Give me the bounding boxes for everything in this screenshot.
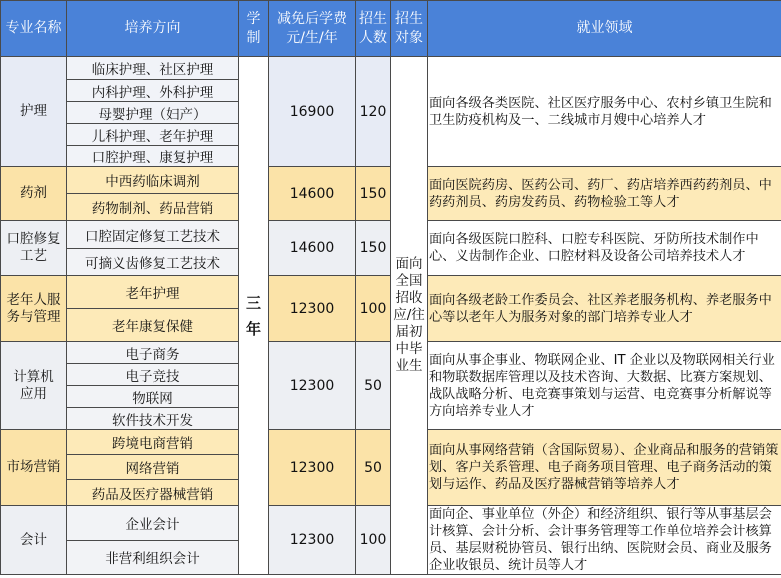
fee-value: 16900 [269,57,356,167]
direction-cell: 物联网 [67,386,239,408]
fee-value: 14600 [269,167,356,221]
target-value: 面向全国招收应/往届初中毕业生 [391,57,428,575]
direction-cell: 老年护理 [67,276,239,309]
duration-value: 三年 [239,57,269,575]
employment-text: 面向各级各类医院、社区医疗服务中心、农村乡镇卫生院和卫生防疫机构及一、二线城市月嫂中心培养人才 [428,57,781,167]
header-fee: 减免后学费元/生/年 [269,1,356,57]
direction-cell: 非营利组织会计 [67,540,239,575]
quota-value: 120 [356,57,391,167]
direction-cell: 可摘义齿修复工艺技术 [67,249,239,276]
fee-value: 14600 [269,221,356,276]
header-employment: 就业领域 [428,1,781,57]
major-name: 护理 [1,57,67,167]
fee-value: 12300 [269,342,356,430]
employment-text: 面向医院药房、医药公司、药厂、药店培养西药药剂员、中药药剂员、药房发药员、药物检验工等人才 [428,167,781,221]
direction-cell: 企业会计 [67,506,239,541]
direction-cell: 口腔护理、康复护理 [67,146,239,167]
quota-value: 100 [356,506,391,575]
table-row [1,57,781,80]
employment-text: 面向从事网络营销（含国际贸易）、企业商品和服务的营销策划、客户关系管理、电子商务项目管理、电子商务活动的策划与运作、药品及医疗器械营销等培养人才 [428,430,781,506]
major-name: 计算机应用 [1,342,67,430]
fee-value: 12300 [269,430,356,506]
direction-cell: 老年康复保健 [67,309,239,342]
major-name: 市场营销 [1,430,67,506]
quota-value: 50 [356,342,391,430]
quota-value: 150 [356,221,391,276]
direction-cell: 电子竞技 [67,364,239,386]
direction-cell: 跨境电商营销 [67,430,239,455]
direction-cell: 临床护理、社区护理 [67,57,239,80]
direction-cell: 母婴护理（妇产） [67,102,239,124]
direction-cell: 药品及医疗器械营销 [67,480,239,506]
header-major: 专业名称 [1,1,67,57]
major-name: 药剂 [1,167,67,221]
direction-cell: 儿科护理、老年护理 [67,124,239,146]
header-duration: 学制 [239,1,269,57]
major-name: 会计 [1,506,67,575]
header-direction: 培养方向 [67,1,239,57]
direction-cell: 电子商务 [67,342,239,364]
major-name: 口腔修复工艺 [1,221,67,276]
quota-value: 50 [356,430,391,506]
direction-cell: 口腔固定修复工艺技术 [67,221,239,249]
header-row [1,1,781,57]
direction-cell: 药物制剂、药品营销 [67,194,239,221]
direction-cell: 中西药临床调剂 [67,167,239,194]
fee-value: 12300 [269,506,356,575]
employment-text: 面向企、事业单位（外企）和经济组织、银行等从事基层会计核算、会计分析、会计事务管理等工作单位培养会计核算员、基层财税协管员、银行出纳、医院财会员、商业及服务企业收银员、统计员等人才 [428,506,781,575]
direction-cell: 网络营销 [67,455,239,480]
direction-cell: 内科护理、外科护理 [67,80,239,102]
employment-text: 面向各级医院口腔科、口腔专科医院、牙防所技术制作中心、义齿制作企业、口腔材料及设备公司培养技术人才 [428,221,781,276]
employment-text: 面向从事企事业、物联网企业、IT 企业以及物联网相关行业和物联数据库管理以及技术咨询、大数据、比赛方案规划、战队战略分析、电竞赛事策划与运营、电竞赛事分析解说等方向培养专业人才 [428,342,781,430]
header-target: 招生对象 [391,1,428,57]
employment-text: 面向各级老龄工作委员会、社区养老服务机构、养老服务中心等以老年人为服务对象的部门培养专业人才 [428,276,781,342]
fee-value: 12300 [269,276,356,342]
quota-value: 100 [356,276,391,342]
major-name: 老年人服务与管理 [1,276,67,342]
header-quota: 招生人数 [356,1,391,57]
direction-cell: 软件技术开发 [67,408,239,430]
quota-value: 150 [356,167,391,221]
